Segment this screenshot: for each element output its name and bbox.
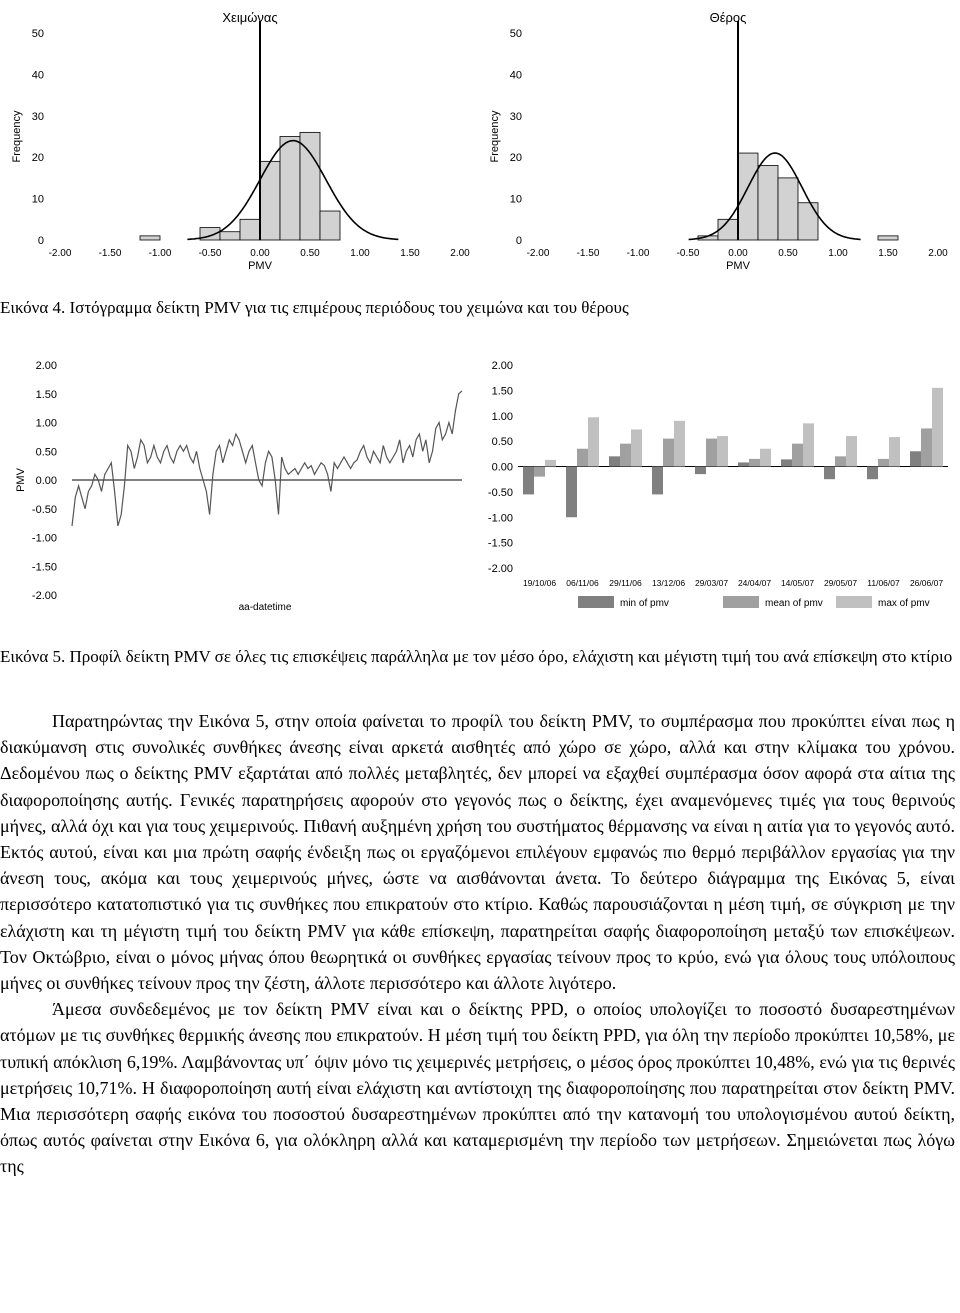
y-tick-label: 40 <box>509 69 522 82</box>
y-tick-label: 50 <box>509 28 522 40</box>
bar-min-pmv <box>566 467 577 518</box>
bar-mean-pmv <box>921 428 932 466</box>
x-tick-label-date: 14/05/07 <box>780 578 815 588</box>
bar-max-pmv <box>588 417 599 466</box>
x-tick-label: -1.00 <box>148 248 172 259</box>
y-tick-label: -1.50 <box>487 537 513 550</box>
bar-mean-pmv <box>792 444 803 467</box>
bar-min-pmv <box>609 456 620 466</box>
x-tick-label: 0.50 <box>778 248 798 259</box>
y-tick-label: 10 <box>31 193 44 206</box>
pmv-min-mean-max-bar-chart <box>478 350 960 620</box>
y-tick-label: 40 <box>31 69 44 82</box>
histogram-bar <box>778 178 798 240</box>
bar-max-pmv <box>631 429 642 466</box>
x-tick-label: -1.50 <box>576 248 600 259</box>
bar-mean-pmv <box>663 439 674 467</box>
bar-max-pmv <box>889 437 900 466</box>
bar-max-pmv <box>545 460 556 467</box>
y-tick-label: 2.00 <box>35 360 57 372</box>
histogram-bar <box>300 132 320 240</box>
pmv-profile-line <box>72 391 462 526</box>
y-tick-label: 30 <box>31 110 44 123</box>
bar-min-pmv <box>523 467 534 495</box>
y-tick-label: 0.00 <box>491 461 513 474</box>
y-tick-label: 1.50 <box>491 385 513 398</box>
y-tick-label: 0.00 <box>35 475 57 487</box>
y-tick-label: -0.50 <box>487 486 513 499</box>
y-tick-label: 50 <box>31 28 44 40</box>
y-tick-label: 1.00 <box>491 410 513 423</box>
figure5-caption: Εικόνα 5. Προφίλ δείκτη PMV σε όλες τις επισκέψεις παράλληλα με τον μέσο όρο, ελάχιστη και μέγιστη τιμή του ανά επίσκεψη στο κτίριο <box>0 647 953 666</box>
bar-min-pmv <box>695 467 706 475</box>
y-tick-label: 20 <box>509 152 522 165</box>
x-tick-label-date: 29/05/07 <box>823 578 858 588</box>
x-axis-label: PMV <box>726 260 750 272</box>
x-tick-label: -2.00 <box>48 248 72 259</box>
bar-mean-pmv <box>534 467 545 477</box>
y-axis-label: PMV <box>15 468 27 492</box>
x-tick-label: 1.50 <box>400 248 420 259</box>
legend-swatch <box>578 596 614 608</box>
pmv-profile-line-chart <box>0 350 470 620</box>
x-tick-label: 1.00 <box>828 248 848 259</box>
x-tick-label-date: 29/11/06 <box>609 578 642 588</box>
y-tick-label: 1.50 <box>35 388 57 401</box>
x-tick-label: -2.00 <box>526 248 550 259</box>
y-tick-label: -1.00 <box>487 512 513 525</box>
y-axis-label: Frequency <box>489 110 501 163</box>
x-tick-label: 2.00 <box>450 248 470 259</box>
histogram-bar <box>280 137 300 241</box>
histogram-bar <box>798 203 818 240</box>
winter-pmv-histogram <box>0 0 475 275</box>
x-tick-label: -1.00 <box>626 248 650 259</box>
x-tick-label: 0.00 <box>250 248 270 259</box>
x-tick-label-date: 19/10/06 <box>522 578 557 588</box>
histogram-bar <box>240 219 260 240</box>
body-paragraph-2: Άμεσα συνδεδεμένος με τον δείκτη PMV είναι και ο δείκτης PPD, ο οποίος υπολογίζει το ποσοστό δυσαρεστημένων ατόμων με τις συνθήκες θερμικής άνεσης που επικρατούν. Η μέση τιμή του δείκτη PPD, για όλη την περίοδο προκύπτει 10,58%, με τυπική απόκλιση 6,19%. Λαμβάνοντας υπ΄ όψιν μόνο τις χειμερινές μετρήσεις, ο μέσος όρος προκύπτει 10,48%, ενώ για τις θερινές μετρήσεις 10,71%. Η διαφοροποίηση αυτή είναι ελάχιστη και αντίστοιχη της διαφοροποίησης που παρατηρείται στον δείκτη PMV. Μια περισσότερη σαφής εικόνα του ποσοστού δυσαρεστημένων προκύπτει από την κατανομή του υπολογισμένου αυτού δείκτη, όπως αυτός φαίνεται στην Εικόνα 6, για ολόκληρη αλλά και καταμερισμένη την περίοδο των μετρήσεων. Σημειώνεται πως λόγω της <box>0 999 956 1177</box>
y-tick-label: -2.00 <box>487 563 513 575</box>
x-tick-label-date: 24/04/07 <box>737 578 772 588</box>
bar-max-pmv <box>803 423 814 466</box>
bar-mean-pmv <box>749 459 760 467</box>
chart-title: Χειμώνας <box>222 10 278 25</box>
y-tick-label: 30 <box>509 110 522 123</box>
y-tick-label: 10 <box>509 193 522 206</box>
legend-label: min of pmv <box>620 598 669 609</box>
x-tick-label-date: 13/12/06 <box>651 578 686 588</box>
x-tick-label: 0.00 <box>728 248 748 259</box>
body-paragraph-1: Παρατηρώντας την Εικόνα 5, στην οποία φαίνεται το προφίλ του δείκτη PMV, το συμπέρασμα που προκύπτει είναι πως η διακύμανση στις συνολικές συνθήκες άνεσης είναι αρκετά αισθητές από χώρο σε χώρο, αλλά και στην κλίμακα του χρόνου. Δεδομένου πως ο δείκτης PMV εξαρτάται από πολλές μεταβλητές, δεν μπορεί να εξαχθεί συμπέρασμα όσον αφορά στα αίτια της διαφοροποίησης αυτής. Γενικές παρατηρήσεις αφορούν στο γεγονός πως ο δείκτης, έχει αναμενόμενες τιμές για τους θερινούς μήνες, αλλά όχι και για τους χειμερινούς. Πιθανή αυξημένη χρήση του συστήματος θέρμανσης να είναι η αιτία για το γεγονός αυτό. Εκτός αυτού, είναι και μια πρώτη σαφής ένδειξη πως οι εργαζόμενοι επιλέγουν εμφανώς πιο θερμό περιβάλλον εργασίας για την άνεση τους, ακόμα και τους χειμερινούς μήνες, ώστε να αισθάνονται άνετα. Το δεύτερο διάγραμμα της Εικόνας 5, είναι περισσότερο κατατοπιστικό για τις συνθήκες που επικρατούν στο κτίριο. Καθώς παρουσιάζονται η μέση τιμή, σε σύγκριση με την ελάχιστη και τη μέγιστη τιμή του δείκτη PMV για κάθε επίσκεψη, παρατηρείται σαφής διαφοροποίηση μεταξύ των επισκέψεων. Τον Οκτώβριο, είναι ο μόνος μήνας όπου θεωρητικά οι συνθήκες εργασίας τείνουν προς το κρύο, ενώ για όλους τους υπόλοιπους μήνες οι συνθήκες τείνουν προς την ζέστη, άλλοτε περισσότερο και άλλοτε λιγότερο. <box>0 711 955 994</box>
chart-title: Θέρος <box>709 10 747 25</box>
y-axis-label: Frequency <box>11 110 23 163</box>
bar-mean-pmv <box>706 439 717 467</box>
x-tick-label: 1.50 <box>878 248 898 259</box>
bar-min-pmv <box>910 451 921 466</box>
x-tick-label-date: 29/03/07 <box>694 578 729 588</box>
x-tick-label-date: 06/11/06 <box>566 578 599 588</box>
bar-mean-pmv <box>835 456 846 466</box>
histogram-bar <box>320 211 340 240</box>
bar-mean-pmv <box>620 444 631 467</box>
y-tick-label: 2.00 <box>491 360 513 372</box>
histogram-bar <box>220 232 240 240</box>
histogram-bar <box>878 236 898 240</box>
histogram-bar <box>140 236 160 240</box>
histogram-bar <box>738 153 758 240</box>
y-tick-label: -1.50 <box>31 561 57 574</box>
bar-min-pmv <box>781 459 792 466</box>
bar-max-pmv <box>846 436 857 466</box>
y-tick-label: -1.00 <box>31 532 57 545</box>
histogram-bar <box>758 165 778 240</box>
x-tick-label-date: 11/06/07 <box>867 578 900 588</box>
y-tick-label: 1.00 <box>35 417 57 430</box>
x-tick-label-date: 26/06/07 <box>909 578 944 588</box>
bar-min-pmv <box>867 467 878 480</box>
bar-max-pmv <box>717 436 728 466</box>
bar-mean-pmv <box>577 449 588 467</box>
bar-min-pmv <box>738 462 749 466</box>
legend-swatch <box>836 596 872 608</box>
y-tick-label: 0 <box>515 235 522 247</box>
x-tick-label: 1.00 <box>350 248 370 259</box>
bar-mean-pmv <box>878 459 889 467</box>
summer-pmv-histogram <box>478 0 953 275</box>
legend-swatch <box>723 596 759 608</box>
y-tick-label: 0 <box>37 235 44 247</box>
y-tick-label: 20 <box>31 152 44 165</box>
bar-max-pmv <box>674 421 685 467</box>
legend-label: max of pmv <box>878 598 930 609</box>
body-text <box>0 708 955 1180</box>
histogram-bar <box>718 219 738 240</box>
x-axis-label: aa-datetime <box>238 602 292 613</box>
bar-max-pmv <box>760 449 771 467</box>
y-tick-label: 0.50 <box>35 446 57 459</box>
bar-min-pmv <box>824 467 835 480</box>
x-axis-label: PMV <box>248 260 272 272</box>
x-tick-label: 2.00 <box>928 248 948 259</box>
x-tick-label: -0.50 <box>198 248 222 259</box>
figure4-caption: Εικόνα 4. Ιστόγραμμα δείκτη PMV για τις επιμέρους περιόδους του χειμώνα και του θέρους <box>0 298 629 317</box>
bar-max-pmv <box>932 388 943 467</box>
x-tick-label: -1.50 <box>98 248 122 259</box>
bar-min-pmv <box>652 467 663 495</box>
legend-label: mean of pmv <box>765 598 823 609</box>
y-tick-label: 0.50 <box>491 436 513 449</box>
x-tick-label: 0.50 <box>300 248 320 259</box>
y-tick-label: -0.50 <box>31 503 57 516</box>
x-tick-label: -0.50 <box>676 248 700 259</box>
y-tick-label: -2.00 <box>31 590 57 602</box>
